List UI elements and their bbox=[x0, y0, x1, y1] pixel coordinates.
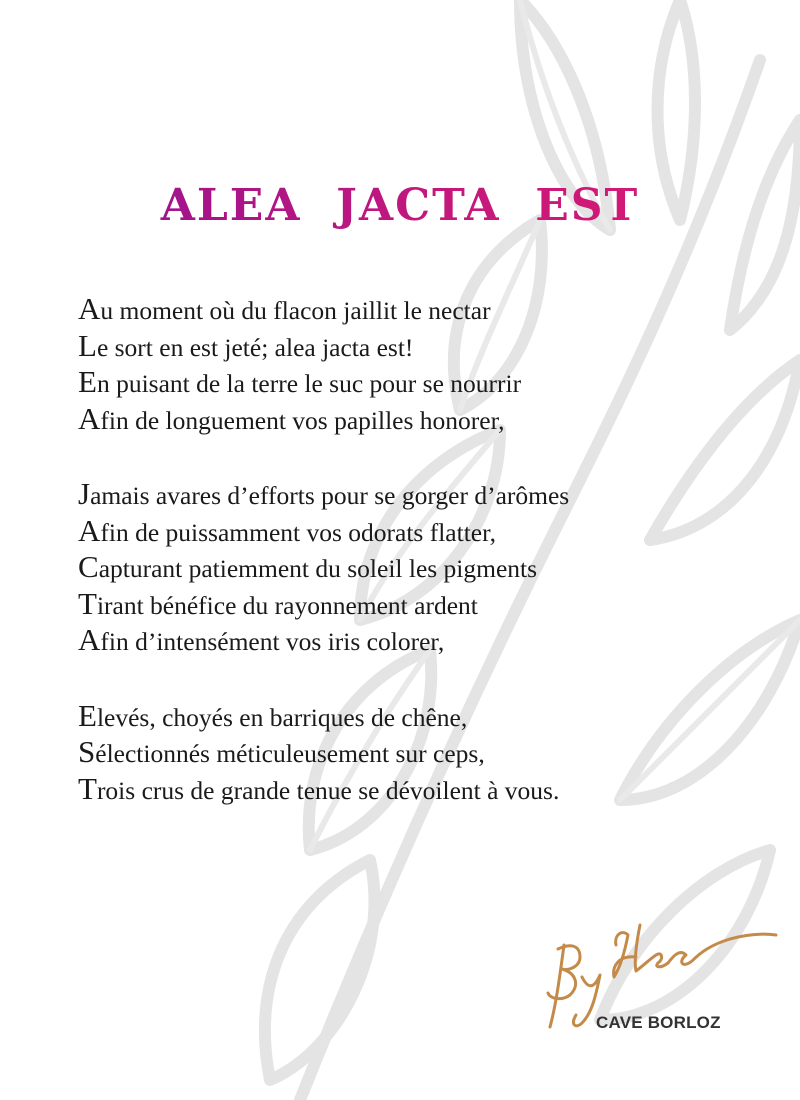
stanza bbox=[78, 699, 778, 809]
acrostic-initial: A bbox=[78, 291, 101, 326]
line-text: électionnés méticuleusement sur ceps, bbox=[95, 739, 485, 768]
acrostic-initial: T bbox=[78, 585, 97, 621]
line-text: fin de longuement vos papilles honorer, bbox=[100, 405, 505, 435]
line-text: apturant patiemment du soleil les pigments bbox=[98, 554, 538, 583]
line-text: amais avares d’efforts pour se gorger d’arômes bbox=[90, 481, 570, 510]
line-text: fin de puissamment vos odorats flatter, bbox=[100, 517, 496, 547]
poem-line bbox=[78, 699, 778, 736]
line-text: n puisant de la terre le suc pour se nourrir bbox=[96, 369, 522, 398]
poem-line bbox=[78, 623, 778, 660]
poem-line bbox=[78, 402, 778, 439]
poem-line bbox=[78, 550, 778, 587]
acrostic-initial: L bbox=[78, 327, 97, 363]
acrostic-initial: E bbox=[78, 697, 97, 733]
poem-line bbox=[78, 365, 778, 402]
brand-name: CAVE BORLOZ bbox=[596, 1013, 721, 1032]
line-text: rois crus de grande tenue se dévoilent à vous. bbox=[96, 775, 560, 805]
line-text: e sort en est jeté; alea jacta est! bbox=[96, 332, 414, 362]
line-text: fin d’intensément vos iris colorer, bbox=[100, 627, 445, 656]
line-text: u moment où du flacon jaillit le nectar bbox=[100, 296, 491, 325]
poem-line bbox=[78, 329, 778, 366]
poem-line bbox=[78, 587, 778, 624]
line-text: irant bénéfice du rayonnement ardent bbox=[96, 590, 478, 620]
acrostic-initial: E bbox=[78, 364, 97, 399]
stanza bbox=[78, 477, 778, 660]
acrostic-initial: A bbox=[78, 400, 101, 436]
stanza bbox=[78, 292, 778, 438]
acrostic-initial: A bbox=[78, 622, 101, 657]
acrostic-initial: S bbox=[78, 734, 96, 769]
poem-line bbox=[78, 514, 778, 551]
poem-line bbox=[78, 477, 778, 514]
poem-body bbox=[78, 292, 778, 847]
poem-line bbox=[78, 772, 778, 809]
acrostic-initial: J bbox=[78, 476, 91, 511]
page-title: ALEA JACTA EST bbox=[0, 180, 800, 231]
acrostic-initial: C bbox=[78, 549, 99, 584]
line-text: levés, choyés en barriques de chêne, bbox=[96, 702, 468, 732]
acrostic-initial: T bbox=[78, 770, 97, 806]
poem-line bbox=[78, 292, 778, 329]
acrostic-initial: A bbox=[78, 512, 101, 548]
poem-line bbox=[78, 735, 778, 772]
